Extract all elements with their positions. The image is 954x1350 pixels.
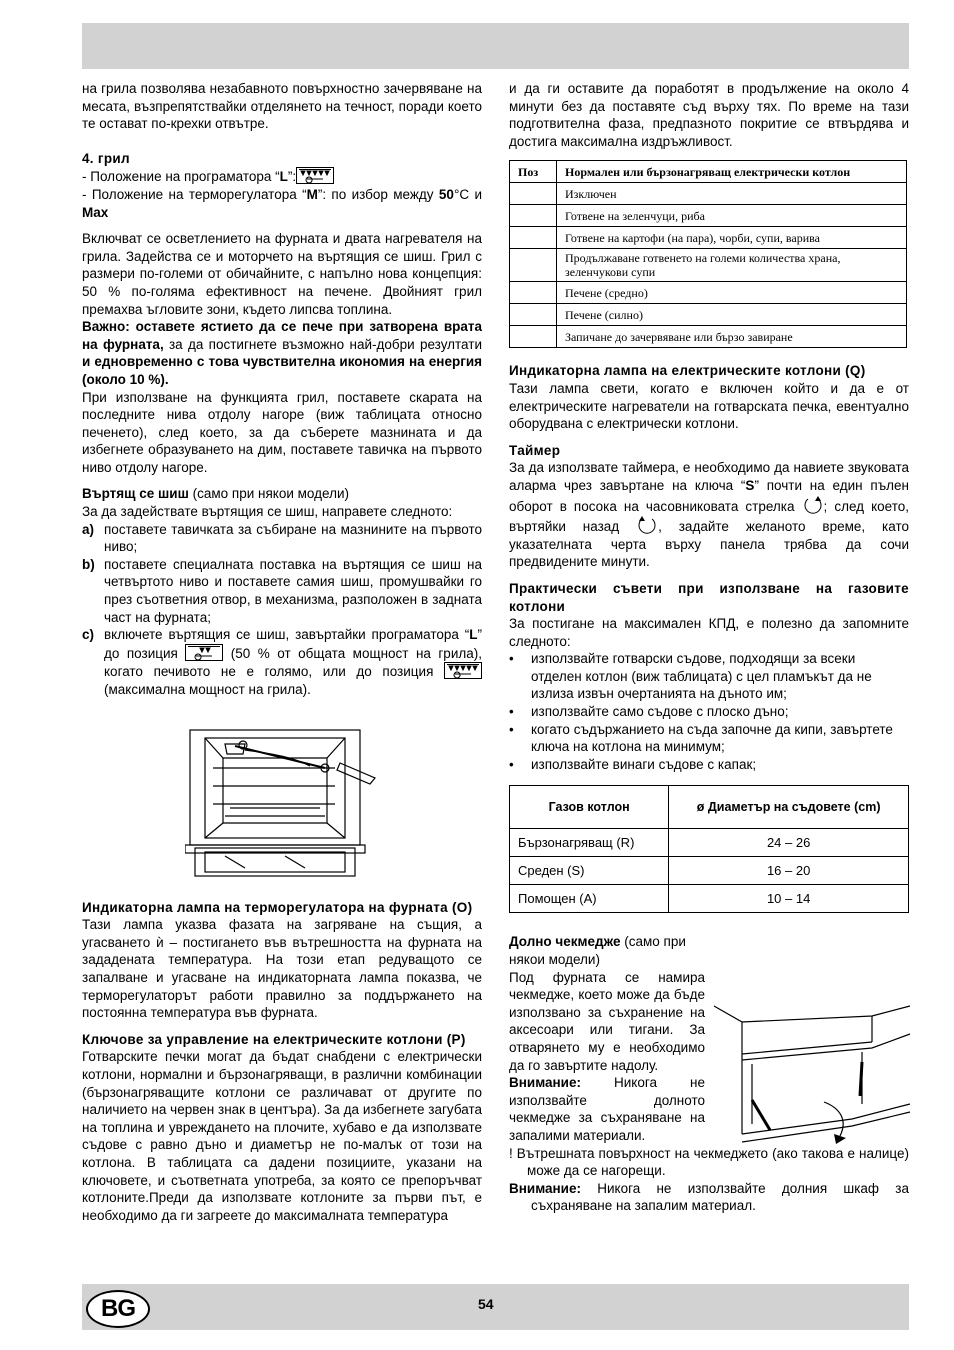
rotisserie-step-a: a) поставете тавичката за събиране на мазнините на първото ниво; [82,521,482,555]
table-row [510,249,907,282]
list-item: • когато съдържанието на съда започне да кипи, завъртете ключа на котлона на минимум; [509,721,893,755]
grill-important-note: Важно: оставете ястието да се пече при затворена врата на фурната, за да постигнете възможно най-добри резултати и едновременно с това чувствителна икономия на енергия (около 10 %). [82,319,482,387]
grill-intro-text: на грила позволява незабавното повърхностно зачервяване на месата, възпрепятствайки отделянето на течност, поради което те остават по-крехки отвътре. [82,81,482,132]
table-cell: Готвене на картофи (на пара), чорби, супи, варива [557,227,907,249]
table-cell: Запичане до зачервяване или бързо завиране [557,326,907,348]
drawer-section [509,933,705,1144]
table-header: Газов котлон [510,786,669,829]
cabinet-warning: Внимание: Никога не използвайте долния шкаф за съхраняване на запалим материал. [509,1180,909,1214]
drawer-text: Под фурната се намира чекмедже, което може да бъде използвано за съхранение на аксесоари или тигани. За отварянето му е необходимо да го завъртите надолу. [509,969,705,1073]
table-cell [510,282,557,304]
rotisserie-intro: За да задействате въртящия се шиш, направете следното: [82,504,453,520]
gas-tips-intro: За постигане на максимален КПД, е полезно да запомните следното: [509,616,909,649]
list-item: • използвайте винаги съдове с капак; [509,756,757,772]
electric-lamp-heading: Индикаторна лампа на електрическите котлони (Q) [509,363,866,379]
header-bar [82,23,909,69]
table-header-row [510,161,907,183]
clockwise-arrow-icon [802,495,824,515]
grill-description: Включват се осветлението на фурната и двата нагревателя на грила. Задейства се и моторчето на въртящия се шиш. Грил с размери по-големи от обичайните, с напълно нова концепция: 50 % по-голяма ефективност на печене. Двойният грил премахва ъгловите зони, където липсва топлина. [82,231,482,317]
table-cell: 10 – 14 [669,885,909,913]
hob-preheat-text: и да ги оставите да поработят в продължение на около 4 минути без да поставяте съд върху тях. По време на тази подготвителна фаза, предпазното покритие се втвърдява и достига максимална издръжливост. [509,81,909,149]
drawer-heading: Долно чекмедже (само при някои модели) [509,934,686,968]
electric-lamp-text: Тази лампа свети, когато е включен който и да е от електрическите нагреватели на готварската печка, евентуално оборудвана с електрически котлони. [509,380,909,432]
half-grill-icon [185,644,223,661]
rotisserie-step-c: c) включете въртящия се шиш, завъртайки програматора “L” до позиция (50 % от общата мощност на грила), когато печивото не е голямо, или до позиция (максимална мощност на грила). [82,627,482,697]
electric-keys-text: Готварските печки могат да бъдат снабдени с електрически котлони, нормални и бързонагряващи, в различни комбинации (бързонагряващите котлони се различават от другите по наличието на червен знак в центъра). За да избегнете загубата на топлина и увреждането на плочите, хубаво е да използвате съдове с равно дъно и диаметър не по-малък от този на котлона. В таблицата са дадени позициите, указани на ключовете, и съответната употреба, за която се препоръчват котлоните.Преди да използвате котлоните за първи път, е необходимо да ги загреете до максималната температура [82,1049,482,1223]
oven-lamp-heading: Индикаторна лампа на терморегулатора на фурната (O) [82,899,473,915]
table-header: Поз [510,161,557,183]
grill-usage-text: При използване на функцията грил, поставете скарата на последните нива отдолу нагоре (виж таблицата относно печенето), след което, за да съберете мазнината и да избегнете образуването на дим, поставете тавичка на първото ниво отдолу нагоре. [82,389,482,475]
list-item: • използвайте готварски съдове, подходящи за всеки отделен котлон (виж таблицата) с цел пламъкът да не излиза извън очертанията на дъното им; [509,651,872,702]
oven-rotisserie-illustration [185,728,385,878]
drawer-illustration [712,1004,912,1149]
drawer-warning: Внимание: Никога не използвайте долното чекмедже за съхраняване на запалими материали. [509,1075,705,1143]
table-row [510,326,907,348]
rotisserie-heading: Въртящ се шиш (само при някои модели) [82,486,349,502]
language-badge: BG [86,1290,150,1328]
left-column [82,80,482,1224]
electric-hob-table [509,160,907,348]
rotisserie-step-b: b) поставете специалната поставка на въртящия се шиш на четвъртото ниво и поставете самия шиш, промушвайки го през съответния отвор, в механизма, разположен в задната част на фурната; [82,556,482,625]
grill-heading: 4. грил [82,150,130,166]
table-cell: Продължаване готвенето на големи количества храна, зеленчукови супи [557,249,907,282]
table-cell [510,326,557,348]
table-header: Нормален или бързонагряващ електрически котлон [557,161,907,183]
table-cell: Готвене на зеленчуци, риба [557,205,907,227]
table-row [510,857,909,885]
full-grill-icon [444,662,482,679]
page-number: 54 [478,1296,494,1312]
timer-text: За да използвате таймера, е необходимо да навиете звуковата аларма чрез завъртане на ключа “S” почти на един пълен оборот в посока на часовниковата стрелка ; след което, въртяйки назад , задайте желаното време, като указателната черта върху панела трябва да сочи предвидените минути. [509,460,910,570]
counterclockwise-arrow-icon [636,515,658,535]
grill-programmer-line: - Положение на програматора “L”: [82,167,482,186]
table-header-row [510,786,909,829]
table-cell [510,205,557,227]
gas-burner-table [509,785,909,913]
table-row [510,183,907,205]
table-cell: Печене (средно) [557,282,907,304]
list-item: • използвайте само съдове с плоско дъно; [509,704,789,720]
drawer-hot-note: ! Вътрешната повърхност на чекмеджето (ако такова е налице) може да се нагорещи. [509,1145,909,1179]
full-grill-icon [296,167,334,184]
table-row [510,304,907,326]
table-cell: Помощен (A) [510,885,669,913]
table-cell [510,183,557,205]
table-row [510,227,907,249]
table-row [510,282,907,304]
table-cell: Среден (S) [510,857,669,885]
table-cell: Изключен [557,183,907,205]
electric-keys-heading: Ключове за управление на електрическите котлони (P) [82,1031,466,1047]
grill-thermostat-line: - Положение на терморегулатора “M”: по избор между 50°C и Max [82,186,482,220]
timer-heading: Таймер [509,442,561,458]
table-cell: 24 – 26 [669,829,909,857]
table-row [510,829,909,857]
table-cell [510,249,557,282]
table-row [510,885,909,913]
oven-lamp-text: Тази лампа указва фазата на загряване на същия, а угасването ѝ – постигането във вътрешността на фурната на зададената температура. На този етап редуващото се запалване и угасване на индикаторната лампа показва, че терморегулаторът работи правилно за поддържането на постоянна температура във фурната. [82,917,482,1021]
table-cell: Печене (силно) [557,304,907,326]
table-cell [510,227,557,249]
gas-tips-heading: Практически съвети при използване на газовите котлони [509,580,909,614]
table-cell: Бързонагряващ (R) [510,829,669,857]
table-header: ø Диаметър на съдовете (cm) [669,786,909,829]
table-cell: 16 – 20 [669,857,909,885]
table-cell [510,304,557,326]
footer-bar [82,1284,909,1330]
table-row [510,205,907,227]
